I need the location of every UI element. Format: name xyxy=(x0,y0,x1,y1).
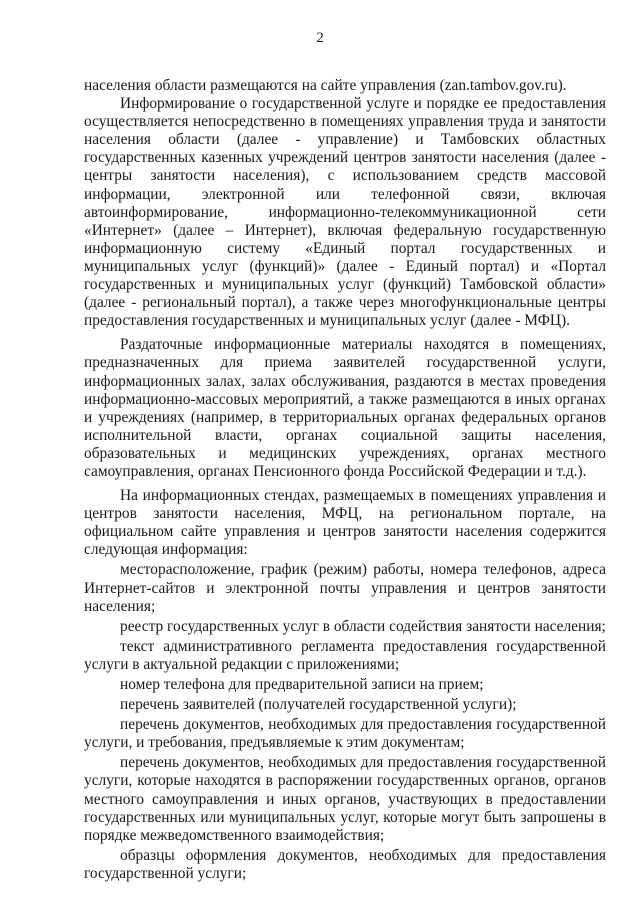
list-item-regulation-text: текст административного регламента предоставления государственной услуги в актуальной редакции с приложениями; xyxy=(84,637,606,673)
paragraph-website-continuation: населения области размещаются на сайте управления (zan.tambov.gov.ru). xyxy=(84,77,567,94)
list-item-document-samples: образцы оформления документов, необходимых для предоставления государственной услуги; xyxy=(84,846,606,882)
list-item-required-documents: перечень документов, необходимых для предоставления государственной услуги, и требования, предъявляемые к этим документам; xyxy=(84,716,606,752)
page-number: 2 xyxy=(316,30,324,46)
paragraph-information-stands: На информационных стендах, размещаемых в помещениях управления и центров занятости населения, МФЦ, на региональном портале, на официальном сайте управления и центров занятости населения содержится следующая информация: xyxy=(84,487,606,559)
list-item-services-registry: реестр государственных услуг в области содействия занятости населения; xyxy=(120,617,606,635)
paragraph-handout-materials: Раздаточные информационные материалы находятся в помещениях, предназначенных для приема заявителей государственной услуги, информационных залах, залах обслуживания, раздаются в местах проведения информационно-массовых мероприятий, а также размещаются в иных органах и учреждениях (например, в территориальных органах федеральных органов исполнительной власти, органах социальной защиты населения, образовательных и медицинских учреждениях, органах местного самоуправления, органах Пенсионного фонда Российской Федерации и т.д.). xyxy=(84,336,606,480)
list-item-appointment-phone: номер телефона для предварительной записи на прием; xyxy=(120,676,484,693)
list-item-applicants: перечень заявителей (получателей государственной услуги); xyxy=(120,696,517,714)
list-item-location-schedule: месторасположение, график (режим) работы, номера телефонов, адреса Интернет-сайтов и электронной почты управления и центров занятости населения; xyxy=(84,561,606,615)
paragraph-informing-methods: Информирование о государственной услуге и порядке ее предоставления осуществляется непосредственно в помещениях управления труда и занятости населения области (далее - управление) и Тамбовских областных государственных казенных учреждений центров занятости населения (далее - центры занятости населения), с использованием средств массовой информации, электронной или телефонной связи, включая автоинформирование, информационно-телекоммуникационной сети «Интернет» (далее – Интернет), включая федеральную государственную информационную систему «Единый портал государственных и муниципальных услуг (функций)» (далее - Единый портал) и «Портал государственных и муниципальных услуг (функций) Тамбовской области» (далее - региональный портал), а также через многофункциональные центры предоставления государственных и муниципальных услуг (далее - МФЦ). xyxy=(84,95,606,330)
list-item-interagency-documents: перечень документов, необходимых для предоставления государственной услуги, которые находятся в распоряжении государственных органов, органов местного самоуправления и иных органов, участвующих в предоставлении государственных или муниципальных услуг, которые могут быть запрошены в порядке межведомственного взаимодействия; xyxy=(84,754,606,844)
document-body xyxy=(84,77,606,883)
